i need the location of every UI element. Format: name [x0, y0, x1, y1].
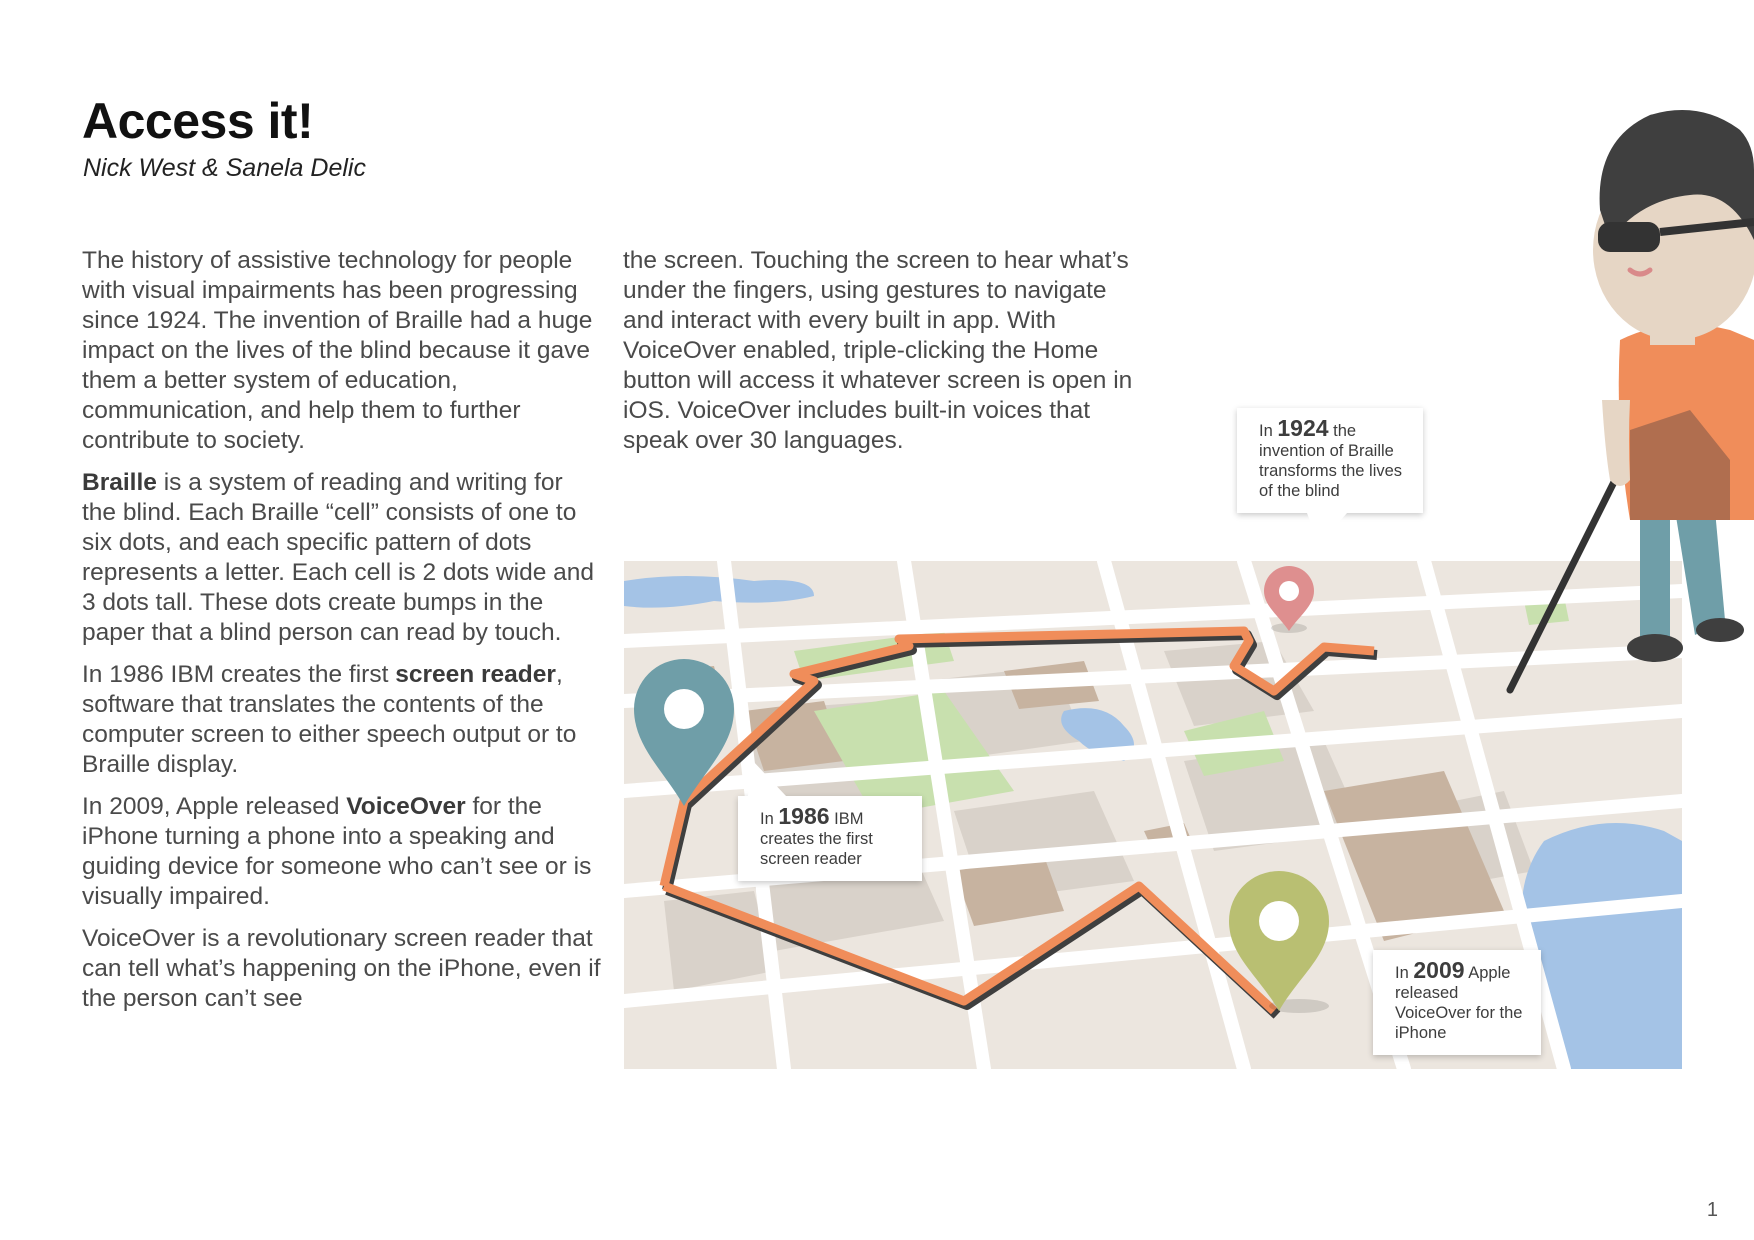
blind-person-illustration [1490, 100, 1754, 710]
text-column-right [623, 246, 1143, 468]
callout-1986-text: IBM creates the first screen reader [760, 810, 873, 868]
authors-line: Nick West & Sanela Delic [83, 154, 366, 182]
term-voiceover: VoiceOver [346, 793, 466, 820]
callout-1986-tail [748, 760, 786, 796]
callout-1924-year: 1924 [1277, 415, 1329, 441]
callout-2009 [1373, 950, 1541, 1055]
paragraph-voiceover-2: the screen. Touching the screen to hear what’s under the fingers, using gestures to navigate and interact with every built in app. With VoiceOver enabled, triple-clicking the Home button will access it whatever screen is open in iOS. VoiceOver includes built-in voices that speak over 30 languages. [623, 247, 1133, 454]
paragraph-apple-start: In 2009, Apple released [82, 793, 347, 820]
term-screen-reader: screen reader [395, 661, 556, 688]
paragraph-ibm-start: In 1986 IBM creates the first [82, 661, 396, 688]
left-leg [1640, 520, 1670, 640]
paragraph-history: The history of assistive technology for people with visual impairments has been progressing since 1924. The invention of Braille had a huge impact on the lives of the blind because it gave them a better system of education, communication, and help them to further contribute to society. [82, 247, 593, 454]
callout-2009-text: Apple released VoiceOver for the iPhone [1395, 964, 1523, 1042]
paragraph-apple-text: for the iPhone turning a phone into a speaking and guiding device for someone who can’t see or is visually impaired. [82, 793, 592, 910]
callout-1924-text: the invention of Braille transforms the lives of the blind [1259, 422, 1403, 500]
paragraph-apple [82, 792, 602, 912]
paragraph-braille [82, 468, 602, 648]
arm [1602, 400, 1630, 486]
callout-1924-prefix: In [1259, 422, 1278, 440]
paragraph-braille-text: is a system of reading and writing for the blind. Each Braille “cell” consists of one to six dots, and each specific pattern of dots represents a letter. Each cell is 2 dots wide and 3 dots tall. These dots create bumps in the paper that a blind person can read by touch. [82, 469, 595, 646]
callout-1986-prefix: In [760, 810, 779, 828]
callout-2009-year: 2009 [1413, 957, 1465, 983]
term-braille: Braille [82, 469, 157, 496]
sunglasses-left-lens [1598, 222, 1660, 252]
right-shoe [1696, 618, 1744, 642]
callout-1986 [738, 796, 922, 881]
right-leg [1675, 510, 1725, 635]
callout-2009-prefix: In [1395, 964, 1414, 982]
paragraph-ibm [82, 660, 602, 780]
paragraph-voiceover-1: VoiceOver is a revolutionary screen reader that can tell what’s happening on the iPhone, even if the person can’t see [82, 925, 601, 1012]
page-number: 1 [1706, 1199, 1718, 1221]
callout-1924-tail [1307, 513, 1347, 545]
paragraph-ibm-text: , software that translates the contents of the computer screen to either speech output or to Braille display. [82, 661, 577, 778]
page-title: Access it! [82, 93, 314, 149]
left-shoe [1627, 634, 1683, 662]
callout-1986-year: 1986 [778, 803, 830, 829]
text-column-left [82, 246, 602, 1026]
callout-1924 [1237, 408, 1423, 513]
